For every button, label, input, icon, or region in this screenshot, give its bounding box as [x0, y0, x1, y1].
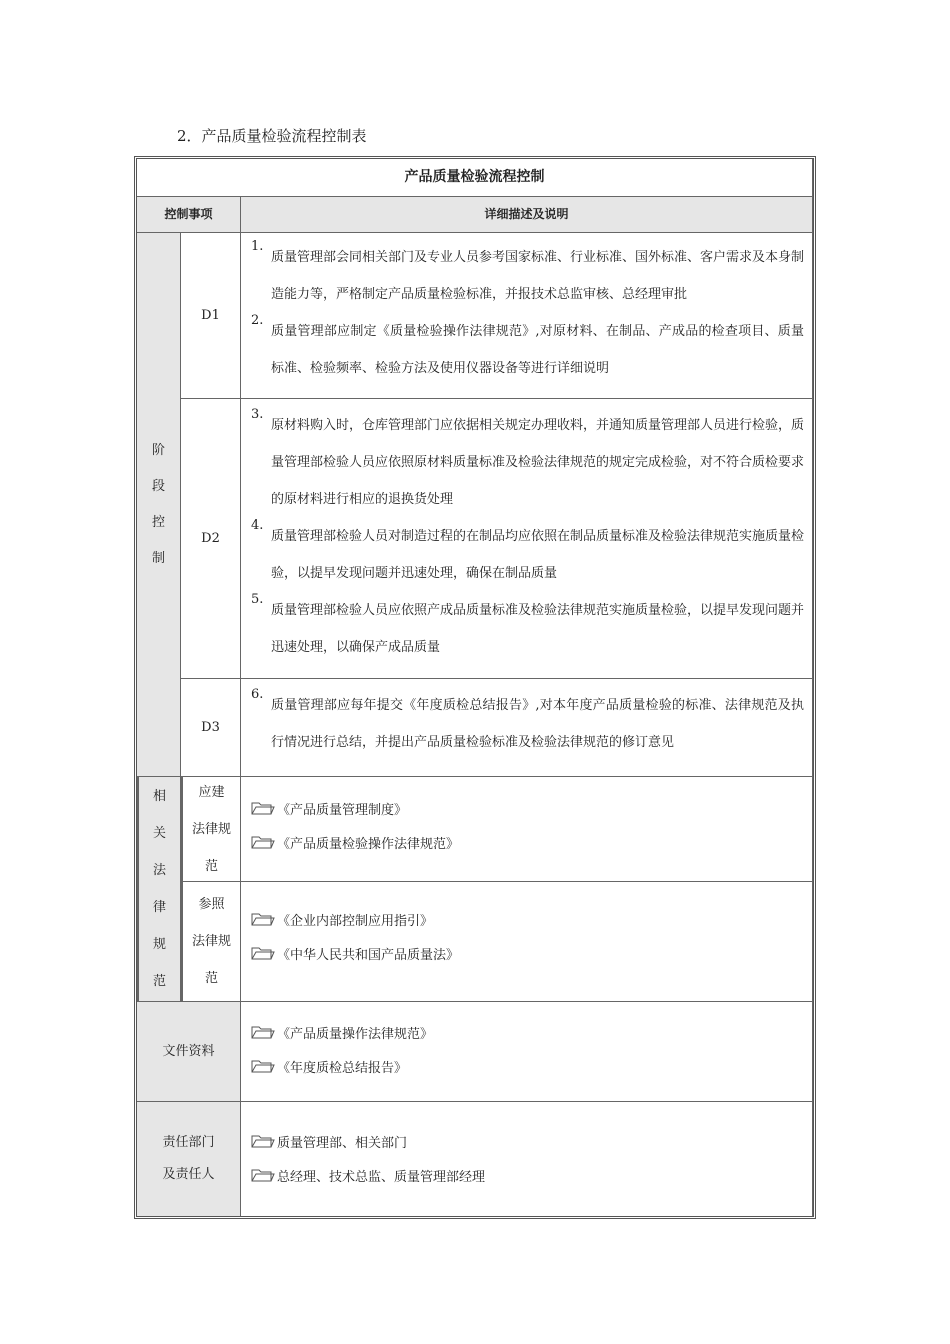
stage-control-label [137, 233, 181, 777]
folder-icon [251, 1134, 275, 1148]
item-number: 4. [251, 518, 264, 533]
list-item [251, 1158, 812, 1192]
item-text: 《产品质量管理制度》 [277, 802, 408, 818]
documents-label: 文件资料 [137, 1002, 241, 1102]
documents-list [241, 1002, 813, 1102]
folder-icon [251, 1025, 275, 1039]
list-item [251, 1049, 812, 1083]
header-description: 详细描述及说明 [241, 197, 813, 233]
item-text: 总经理、技术总监、质量管理部经理 [277, 1169, 486, 1185]
table-title: 产品质量检验流程控制 [137, 159, 813, 197]
related-laws-label [137, 777, 181, 1002]
label-line: 及责任人 [162, 1167, 215, 1182]
control-table [134, 156, 816, 1219]
item-text: 质量管理部应每年提交《年度质检总结报告》,对本年度产品质量检验的标准、法律规范及执行情况进行总结，并提出产品质量检验标准及检验法律规范的修订意见 [271, 698, 804, 750]
list-item [251, 902, 812, 936]
stage-d1-label: D1 [181, 233, 241, 399]
stage-d1-description [241, 233, 813, 399]
label-line: 范 [204, 971, 218, 986]
item-text: 《中华人民共和国产品质量法》 [277, 947, 460, 963]
list-item [251, 1124, 812, 1158]
stage-d3-description [241, 679, 813, 777]
item-text: 质量管理部、相关部门 [277, 1135, 408, 1151]
stage-label-char: 阶 [151, 442, 165, 458]
stage-label-char: 控 [151, 514, 165, 530]
item-text: 《产品质量操作法律规范》 [277, 1026, 434, 1042]
laws-to-build-label [181, 777, 241, 882]
label-line: 法律规 [191, 821, 231, 837]
stage-d3-label: D3 [181, 679, 241, 777]
label-line: 参照 [198, 897, 225, 912]
item-text: 质量管理部会同相关部门及专业人员参考国家标准、行业标准、国外标准、客户需求及本身制造能力等，严格制定产品质量检验标准，并报技术总监审核、总经理审批 [271, 250, 805, 302]
folder-icon [251, 1059, 275, 1073]
label-line: 应建 [198, 784, 225, 800]
law-label-char: 范 [152, 974, 166, 989]
stage-d2-label: D2 [181, 399, 241, 679]
list-item [251, 592, 804, 666]
item-number: 6. [251, 687, 264, 702]
list-item [251, 313, 804, 387]
folder-icon [251, 801, 275, 815]
responsibility-list [241, 1102, 813, 1216]
law-label-char: 规 [152, 937, 166, 952]
list-item [251, 791, 812, 825]
folder-icon [251, 835, 275, 849]
reference-laws-list [241, 882, 813, 1002]
list-item [251, 1015, 812, 1049]
section-heading: 2．产品质量检验流程控制表 [177, 127, 367, 145]
reference-laws-label [181, 882, 241, 1002]
header-control-items: 控制事项 [137, 197, 241, 233]
item-number: 2. [251, 313, 264, 328]
law-label-char: 相 [152, 789, 166, 804]
list-item [251, 407, 804, 518]
label-line: 法律规 [191, 934, 231, 949]
law-label-char: 关 [152, 826, 166, 841]
list-item [251, 518, 804, 592]
responsibility-label [137, 1102, 241, 1216]
item-text: 质量管理部应制定《质量检验操作法律规范》,对原材料、在制品、产成品的检查项目、质量标准、检验频率、检验方法及使用仪器设备等进行详细说明 [271, 324, 804, 376]
laws-to-build-list [241, 777, 813, 882]
list-item [251, 825, 812, 859]
stage-label-char: 制 [151, 550, 165, 566]
list-item [251, 936, 812, 970]
item-text: 质量管理部检验人员对制造过程的在制品均应依照在制品质量标准及检验法律规范实施质量检验，以提早发现问题并迅速处理，确保在制品质量 [271, 529, 805, 581]
law-label-char: 律 [152, 900, 166, 915]
list-item [251, 239, 804, 313]
item-number: 5. [251, 592, 264, 607]
item-text: 原材料购入时，仓库管理部门应依据相关规定办理收料，并通知质量管理部人员进行检验，质量管理部检验人员应依照原材料质量标准及检验法律规范的规定完成检验，对不符合质检要求的原材料进行相应的退换货处理 [271, 418, 805, 507]
item-text: 质量管理部检验人员应依照产成品质量标准及检验法律规范实施质量检验，以提早发现问题并迅速处理，以确保产成品质量 [271, 603, 805, 655]
item-number: 1. [251, 239, 264, 254]
folder-icon [251, 1168, 275, 1182]
stage-label-char: 段 [151, 478, 165, 494]
item-text: 《年度质检总结报告》 [277, 1060, 408, 1076]
item-text: 《产品质量检验操作法律规范》 [277, 836, 460, 852]
folder-icon [251, 912, 275, 926]
item-number: 3. [251, 407, 264, 422]
label-line: 责任部门 [162, 1135, 215, 1150]
label-line: 范 [204, 858, 218, 874]
law-label-char: 法 [152, 863, 166, 878]
item-text: 《企业内部控制应用指引》 [277, 913, 434, 929]
stage-d2-description [241, 399, 813, 679]
folder-icon [251, 946, 275, 960]
list-item [251, 687, 804, 761]
